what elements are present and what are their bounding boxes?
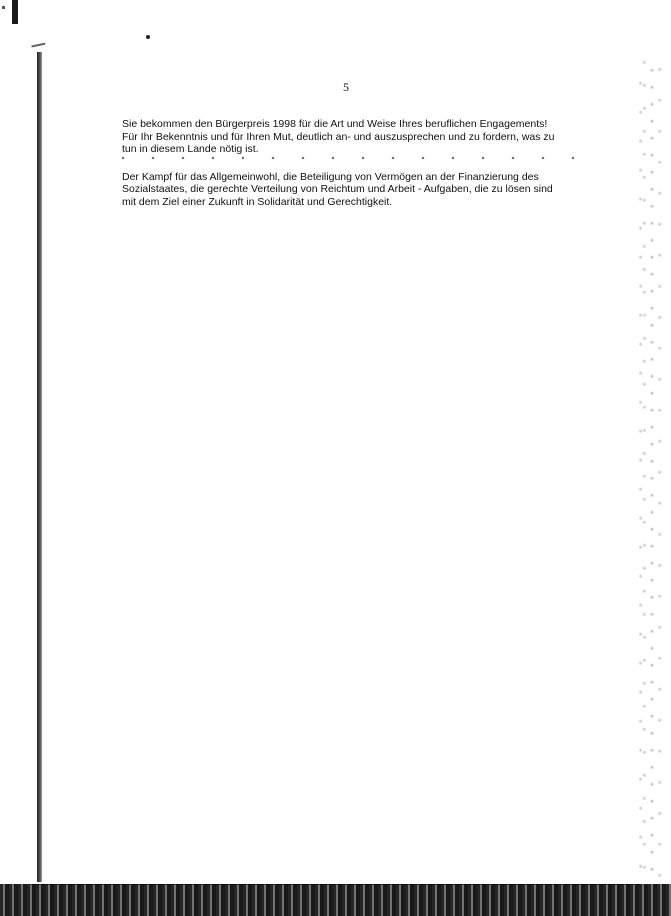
page-edge-shadow [37, 52, 42, 882]
page-number: 5 [343, 80, 349, 94]
scan-noise-right [633, 60, 671, 880]
document-body [122, 118, 582, 209]
scan-dot-row [108, 156, 588, 160]
scan-artifact-top-left [0, 0, 22, 30]
speckle-dot [146, 35, 150, 39]
scan-artifact-bottom [0, 884, 671, 916]
speckle-mark [2, 6, 5, 9]
binding-mark [12, 0, 18, 24]
paragraph-2: Der Kampf für das Allgemeinwohl, die Beteiligung von Vermögen an der Finanzierung des Sozialstaates, die gerechte Verteilung von Reichtum und Arbeit - Aufgaben, die zu lösen sind mit dem Ziel einer Zukunft in Solidarität und Gerechtigkeit. [122, 170, 553, 208]
paragraph-1: Sie bekommen den Bürgerpreis 1998 für die Art und Weise Ihres beruflichen Engagements! Für Ihr Bekenntnis und für Ihren Mut, deutlich an- und auszusprechen und zu fordern, was zu tun in diesem Lande nötig ist. [122, 118, 555, 156]
